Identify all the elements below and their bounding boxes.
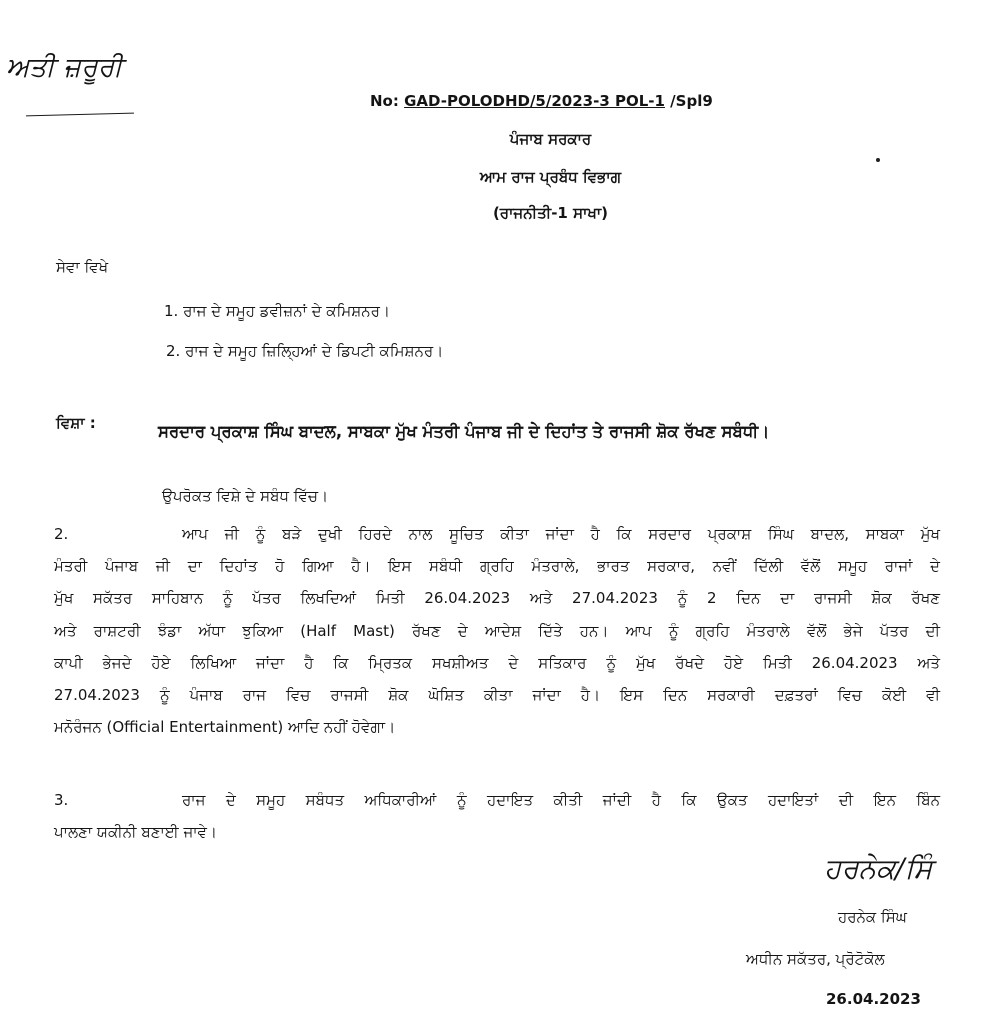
paragraph-line: ਕਾਪੀ ਭੇਜਦੇ ਹੋਏ ਲਿਖਿਆ ਜਾਂਦਾ ਹੈ ਕਿ ਮ੍ਰਿਤਕ ਸਖਸ਼ੀਅਤ ਦੇ ਸਤਿਕਾਰ ਨੂੰ ਮੁੱਖ ਰੱਖਦੇ ਹੋਏ ਮਿਤੀ 26.04.2023 ਅਤੇ [54, 653, 940, 672]
reference-line: ਉਪਰੋਕਤ ਵਿਸ਼ੇ ਦੇ ਸਬੰਧ ਵਿੱਚ। [162, 487, 329, 505]
subject-label: ਵਿਸ਼ਾ : [56, 414, 96, 432]
paragraph-line [54, 784, 940, 816]
paragraph-line-text: ਆਪ ਜੀ ਨੂੰ ਬੜੇ ਦੁਖੀ ਹਿਰਦੇ ਨਾਲ ਸੂਚਿਤ ਕੀਤਾ ਜਾਂਦਾ ਹੈ ਕਿ ਸਰਦਾਰ ਪ੍ਰਕਾਸ਼ ਸਿੰਘ ਬਾਦਲ, ਸਾਬਕਾ ਮੁੱਖ [182, 525, 940, 543]
reference-suffix: /Spl9 [664, 92, 713, 110]
paragraph-line [54, 518, 940, 550]
department-name: ਆਮ ਰਾਜ ਪ੍ਰਬੰਧ ਵਿਭਾਗ [479, 168, 622, 186]
addressee-item: 1. ਰਾਜ ਦੇ ਸਮੂਹ ਡਵੀਜ਼ਨਾਂ ਦੇ ਕਮਿਸ਼ਨਰ। [164, 302, 390, 320]
paragraph-2 [54, 518, 940, 743]
reference-code: GAD-POLODHD/5/2023-3 POL-1 [404, 92, 665, 110]
branch-name: (ਰਾਜਨੀਤੀ-1 ਸਾਖਾ) [492, 204, 609, 222]
reference-prefix: No: [370, 92, 405, 110]
paragraph-line: ਮਨੋਰੰਜਨ (Official Entertainment) ਆਦਿ ਨਹੀਂ ਹੋਵੇਗਾ। [54, 718, 396, 737]
handwritten-signature: ਹਰਨੇਕ/ਸਿੰ [824, 852, 933, 885]
paragraph-line: ਮੰਤਰੀ ਪੰਜਾਬ ਜੀ ਦਾ ਦਿਹਾਂਤ ਹੋ ਗਿਆ ਹੈ। ਇਸ ਸਬੰਧੀ ਗ੍ਰਹਿ ਮੰਤਰਾਲੇ, ਭਾਰਤ ਸਰਕਾਰ, ਨਵੀਂ ਦਿੱਲੀ ਵੱਲੋਂ ਸਮੂਹ ਰਾਜਾਂ ਦੇ [54, 557, 940, 576]
signatory-name: ਹਰਨੇਕ ਸਿੰਘ [838, 908, 907, 926]
paragraph-number: 2. [54, 525, 69, 543]
stray-dot [876, 158, 880, 162]
reference-number [370, 92, 713, 110]
paragraph-number: 3. [54, 791, 69, 809]
handwritten-priority-note: ਅਤੀ ਜ਼ਰੂਰੀ [6, 52, 123, 83]
paragraph-line: 27.04.2023 ਨੂੰ ਪੰਜਾਬ ਰਾਜ ਵਿਚ ਰਾਜਸੀ ਸ਼ੋਕ ਘੋਸ਼ਿਤ ਕੀਤਾ ਜਾਂਦਾ ਹੈ। ਇਸ ਦਿਨ ਸਰਕਾਰੀ ਦਫ਼ਤਰਾਂ ਵਿਚ ਕੋਈ ਵੀ [54, 685, 940, 704]
paragraph-line-text: ਰਾਜ ਦੇ ਸਮੂਹ ਸਬੰਧਤ ਅਧਿਕਾਰੀਆਂ ਨੂੰ ਹਦਾਇਤ ਕੀਤੀ ਜਾਂਦੀ ਹੈ ਕਿ ਉਕਤ ਹਦਾਇਤਾਂ ਦੀ ਇਨ ਬਿੰਨ [182, 791, 940, 809]
subject-text: ਸਰਦਾਰ ਪ੍ਰਕਾਸ਼ ਸਿੰਘ ਬਾਦਲ, ਸਾਬਕਾ ਮੁੱਖ ਮੰਤਰੀ ਪੰਜਾਬ ਜੀ ਦੇ ਦਿਹਾਂਤ ਤੇ ਰਾਜਸੀ ਸ਼ੋਕ ਰੱਖਣ ਸਬੰਧੀ। [158, 422, 770, 441]
paragraph-line: ਅਤੇ ਰਾਸ਼ਟਰੀ ਝੰਡਾ ਅੱਧਾ ਝੁਕਿਆ (Half Mast) ਰੱਖਣ ਦੇ ਆਦੇਸ਼ ਦਿੱਤੇ ਹਨ। ਆਪ ਨੂੰ ਗ੍ਰਹਿ ਮੰਤਰਾਲੇ ਵੱਲੋਂ ਭੇਜੇ ਪੱਤਰ ਦੀ [54, 621, 940, 640]
salutation: ਸੇਵਾ ਵਿਖੇ [56, 258, 109, 276]
signature-date: 26.04.2023 [826, 990, 921, 1008]
signatory-designation: ਅਧੀਨ ਸਕੱਤਰ, ਪ੍ਰੋਟੋਕੋਲ [746, 950, 885, 968]
government-name: ਪੰਜਾਬ ਸਰਕਾਰ [509, 130, 592, 148]
paragraph-line: ਮੁੱਖ ਸਕੱਤਰ ਸਾਹਿਬਾਨ ਨੂੰ ਪੱਤਰ ਲਿਖਦਿਆਂ ਮਿਤੀ 26.04.2023 ਅਤੇ 27.04.2023 ਨੂੰ 2 ਦਿਨ ਦਾ ਰਾਜਸੀ ਸ਼ੋਕ ਰੱਖਣ [54, 589, 940, 608]
paragraph-line: ਪਾਲਣਾ ਯਕੀਨੀ ਬਣਾਈ ਜਾਵੇ। [54, 823, 218, 842]
paragraph-3 [54, 784, 940, 848]
addressee-item: 2. ਰਾਜ ਦੇ ਸਮੂਹ ਜ਼ਿਲ੍ਹਿਆਂ ਦੇ ਡਿਪਟੀ ਕਮਿਸ਼ਨਰ। [166, 342, 444, 360]
handwritten-underline [26, 113, 134, 117]
